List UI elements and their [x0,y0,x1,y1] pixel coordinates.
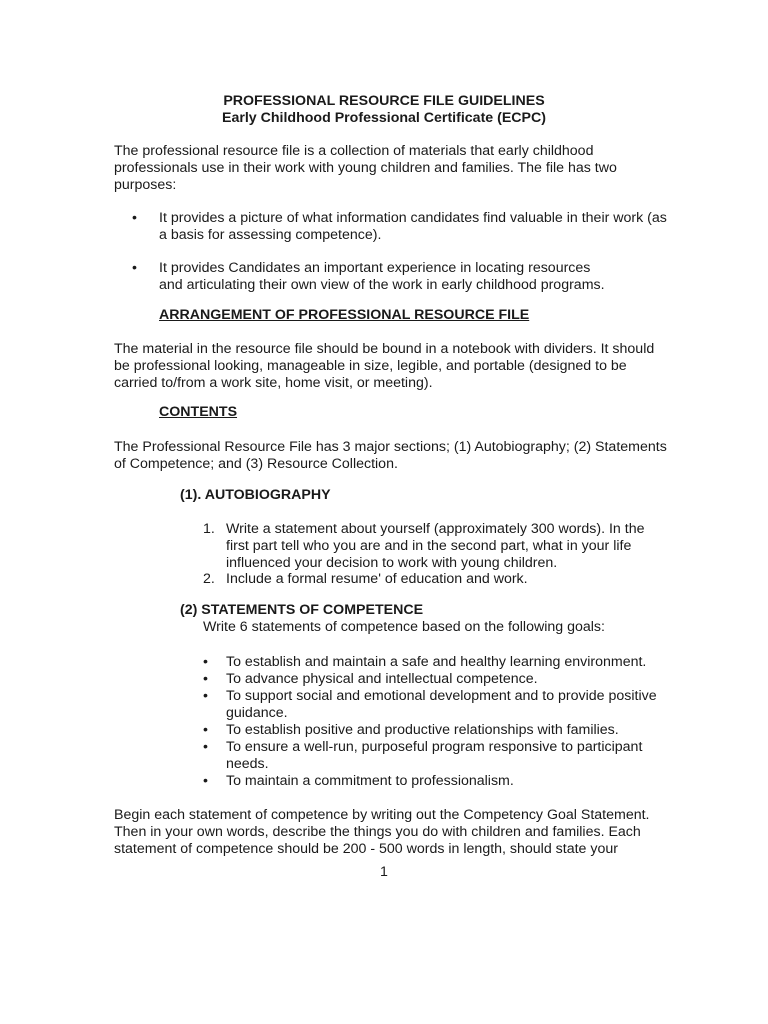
text-line: It provides Candidates an important experience in locating resources [159,260,591,276]
text-line: To support social and emotional development and to provide positive [226,688,657,704]
text-line: purposes: [114,177,177,193]
item-number: 2. [203,571,215,587]
text-line: The Professional Resource File has 3 major sections; (1) Autobiography; (2) Statements [114,439,667,455]
text-line: The material in the resource file should be bound in a notebook with dividers. It should [114,341,655,357]
bullet-icon: • [132,260,137,276]
text-line: a basis for assessing competence). [159,227,382,243]
document-title: PROFESSIONAL RESOURCE FILE GUIDELINES [223,93,545,109]
text-line: Then in your own words, describe the things you do with children and families. Each [114,824,641,840]
goal-item [203,688,657,722]
text-line: carried to/from a work site, home visit, or meeting). [114,375,433,391]
text-line: To establish and maintain a safe and healthy learning environment. [226,654,647,670]
text-line: To ensure a well-run, purposeful program responsive to participant [226,739,643,755]
competence-intro: Write 6 statements of competence based on the following goals: [203,619,605,635]
purpose-item [132,260,605,294]
text-line: To maintain a commitment to professionalism. [226,773,514,789]
text-line: influenced your decision to work with young children. [226,555,558,571]
closing-paragraph [114,807,649,858]
text-line: guidance. [226,705,288,721]
text-line: It provides a picture of what information candidates find valuable in their work (as [159,210,667,226]
item-number: 1. [203,521,215,537]
purpose-item [132,210,667,244]
bullet-icon: • [132,210,137,226]
text-line: To establish positive and productive relationships with families. [226,722,619,738]
contents-paragraph [114,439,667,473]
bullet-icon: • [203,722,208,738]
bullet-icon: • [203,654,208,670]
intro-paragraph [114,143,617,194]
bullet-icon: • [203,688,208,704]
goal-item [203,671,538,688]
goal-item [203,739,642,773]
text-line: Begin each statement of competence by writing out the Competency Goal Statement. [114,807,650,823]
text-line: To advance physical and intellectual competence. [226,671,538,687]
autobiography-item [203,571,528,588]
text-line: first part tell who you are and in the second part, what in your life [226,538,632,554]
autobiography-item [203,521,644,572]
competence-heading: (2) STATEMENTS OF COMPETENCE [180,602,424,618]
goal-item [203,722,619,739]
arrangement-paragraph [114,341,654,392]
text-line: needs. [226,756,269,772]
document-subtitle: Early Childhood Professional Certificate (ECPC) [221,110,546,126]
goal-item [203,654,646,671]
text-line: Write a statement about yourself (approximately 300 words). In the [226,521,645,537]
bullet-icon: • [203,773,208,789]
goal-item [203,773,514,790]
contents-heading: CONTENTS [159,404,238,420]
text-line: Include a formal resume' of education and work. [226,571,528,587]
text-line: professionals use in their work with young children and families. The file has two [114,160,617,176]
page-number: 1 [380,864,388,880]
text-line: The professional resource file is a collection of materials that early childhood [114,143,594,159]
text-line: and articulating their own view of the work in early childhood programs. [159,277,605,293]
text-line: of Competence; and (3) Resource Collection. [114,456,398,472]
arrangement-heading: ARRANGEMENT OF PROFESSIONAL RESOURCE FILE [159,307,530,323]
text-line: statement of competence should be 200 - 500 words in length, should state your [114,841,618,857]
autobiography-heading: (1). AUTOBIOGRAPHY [180,487,331,503]
text-line: be professional looking, manageable in size, legible, and portable (designed to be [114,358,627,374]
bullet-icon: • [203,671,208,687]
bullet-icon: • [203,739,208,755]
